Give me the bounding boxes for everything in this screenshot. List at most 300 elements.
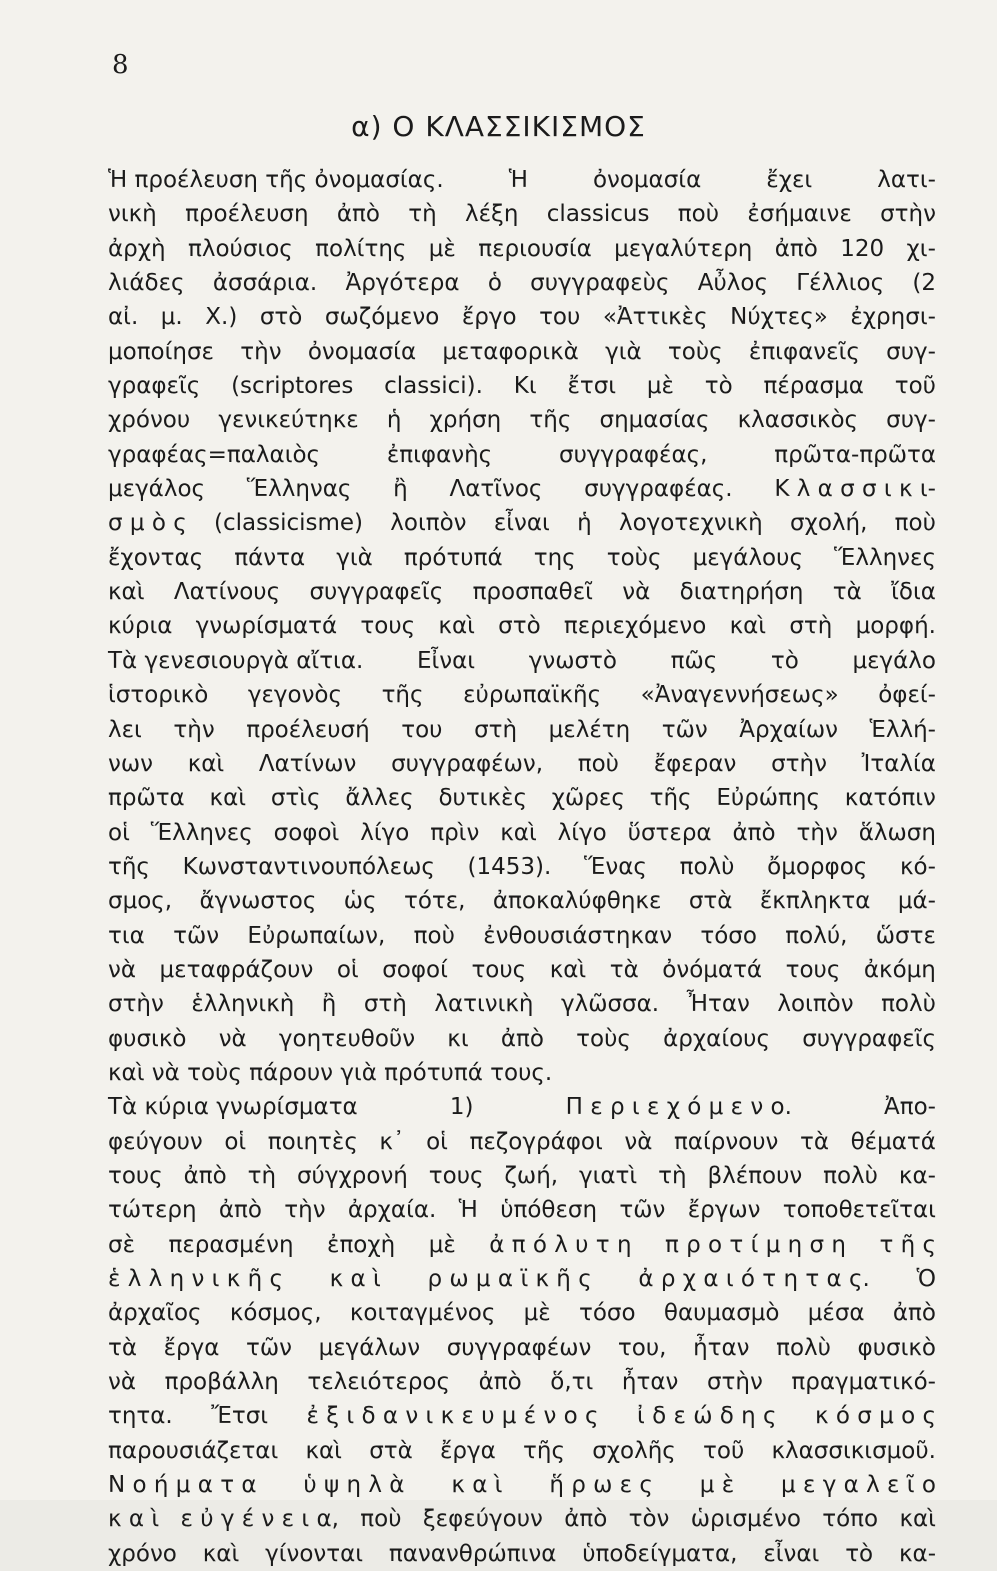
- word: Ἕλληνες: [834, 544, 936, 571]
- word: ποὺ: [413, 922, 455, 949]
- word: ρ ω μ α ϊ κ ῆ ς: [427, 1266, 592, 1292]
- word: (scriptores: [231, 373, 354, 400]
- word: κλασσικισμοῦ.: [771, 1437, 936, 1464]
- word: Λατῖνος: [449, 476, 543, 503]
- word: τὰ: [609, 956, 639, 983]
- text-line: [108, 1262, 936, 1296]
- word: ἀρχαῖος: [108, 1300, 202, 1327]
- word: ἀ ρ χ α ι ό τ η τ α ς.: [638, 1266, 870, 1292]
- word: πολὺ: [823, 1162, 878, 1189]
- text-line: [108, 1056, 936, 1090]
- word: ἦταν: [621, 1369, 679, 1396]
- word: τὴ: [658, 1162, 687, 1189]
- text-line: [108, 403, 936, 437]
- word: τόσο: [579, 1300, 636, 1327]
- text-line: [108, 644, 936, 678]
- word: ἔχοντας: [108, 544, 204, 571]
- word: Εἶναι: [416, 647, 476, 674]
- word: κι: [447, 1025, 469, 1052]
- word: φυσικὸ: [108, 1025, 187, 1052]
- word: Ὁ: [916, 1266, 936, 1292]
- word: τόσο: [700, 922, 757, 949]
- text-line: [108, 1468, 936, 1502]
- word: καὶ: [108, 579, 145, 606]
- word: καὶ: [729, 613, 767, 640]
- word: μ.: [160, 304, 183, 331]
- body-text: [108, 163, 936, 1571]
- text-line: [108, 1365, 936, 1399]
- word: τὴ: [408, 201, 437, 228]
- word: γίνονται: [265, 1540, 364, 1567]
- word: σύγχρονή: [296, 1162, 408, 1189]
- word: ἐποχὴ: [327, 1231, 396, 1258]
- word: μὲ: [646, 373, 674, 400]
- word: λέξη: [465, 201, 519, 228]
- word: τ ῆ ς: [879, 1231, 936, 1258]
- word: λοιπὸν: [777, 991, 854, 1018]
- word: συγγραφεὺς: [530, 270, 670, 297]
- word: μεγάλους: [692, 544, 803, 571]
- word: ἡ: [386, 407, 402, 434]
- word: τὸν: [628, 1506, 670, 1533]
- word: στὴν: [706, 1369, 763, 1396]
- word: (1453).: [467, 853, 552, 880]
- word: «Ἀναγεννήσεως»: [640, 682, 839, 709]
- text-line: [108, 197, 936, 231]
- word: πρῶτα: [108, 785, 185, 812]
- word: προέλευση: [185, 201, 309, 228]
- word: στὰ: [688, 888, 733, 915]
- word: ποὺ: [360, 1506, 402, 1533]
- word: ἀπὸ: [500, 1025, 544, 1052]
- word: ἱστορικὸ: [108, 682, 209, 709]
- word: ὥστε: [875, 922, 936, 949]
- word: λατι-: [877, 167, 936, 193]
- word: παίρνουν: [673, 1128, 779, 1155]
- word: γοητευθοῦν: [278, 1025, 416, 1052]
- word: πανανθρώπινα: [388, 1540, 557, 1567]
- word: ἐπιφανὴς: [386, 441, 493, 468]
- word: πολύ,: [785, 922, 848, 949]
- word: συγγραφέας,: [559, 441, 708, 468]
- word: καὶ: [899, 1506, 936, 1533]
- word: οἱ: [108, 819, 130, 846]
- word: ἀπὸ: [218, 1197, 262, 1224]
- word: στὶς: [270, 785, 321, 812]
- chapter-title: α) Ο ΚΛΑΣΣΙΚΙΣΜΟΣ: [351, 110, 646, 143]
- word: ὑ ψ η λ ὰ: [303, 1472, 405, 1499]
- word: μορφή.: [855, 613, 936, 640]
- word: τῶν: [173, 922, 220, 949]
- word: της: [533, 544, 576, 571]
- text-line: [108, 438, 936, 472]
- word: 1): [449, 1094, 474, 1121]
- word: μὲ: [428, 235, 456, 262]
- word: ἔκπληκτα: [759, 888, 871, 915]
- text-line: [108, 1193, 936, 1227]
- word: κ᾿: [379, 1128, 405, 1155]
- word: ἀπὸ: [564, 1506, 608, 1533]
- text-line: [108, 816, 936, 850]
- word: συγγραφέας.: [584, 476, 733, 503]
- word: πολὺ: [881, 991, 936, 1018]
- word: κα-: [898, 1540, 936, 1567]
- word: πάντα: [234, 544, 306, 571]
- word: χι-: [906, 235, 936, 262]
- word: στὸ: [498, 613, 541, 640]
- text-line: [108, 919, 936, 953]
- word: λίγο: [557, 819, 607, 846]
- word: μεγαλύτερη: [614, 235, 753, 262]
- word: ἢ: [321, 991, 337, 1018]
- word: ποὺ: [894, 510, 936, 537]
- word: κοιταγμένος: [349, 1300, 496, 1327]
- word: στὴν: [880, 201, 936, 228]
- word: νικὴ: [108, 201, 157, 228]
- word: του: [539, 304, 581, 331]
- word: μ ε γ α λ ε ῖ ο: [781, 1472, 936, 1499]
- word: περιεχόμενο: [563, 613, 707, 640]
- word: Χ.): [205, 304, 238, 331]
- word: ἐπιφανεῖς: [748, 338, 860, 365]
- word: νὰ: [108, 956, 137, 983]
- word: ἀσσάρια.: [212, 270, 318, 297]
- word: Τὰ κύρια γνωρίσματα: [108, 1094, 358, 1121]
- word: σχολή,: [789, 510, 868, 537]
- word: τὸ: [704, 373, 733, 400]
- text-line: [108, 1022, 936, 1056]
- text-line: [108, 1399, 936, 1433]
- word: γραφέας=παλαιὸς: [108, 441, 321, 468]
- word: θαυμασμὸ: [663, 1300, 780, 1327]
- text-line: [108, 1434, 936, 1468]
- word: καὶ: [305, 1437, 342, 1464]
- word: ἢ: [393, 476, 408, 503]
- word: τῆς: [108, 853, 150, 880]
- text-line: [108, 300, 936, 334]
- text-line: [108, 850, 936, 884]
- word: φεύγουν: [108, 1128, 203, 1155]
- word: προβάλλη: [164, 1369, 279, 1396]
- word: περασμένη: [168, 1231, 294, 1258]
- word: γενικεύτηκε: [218, 407, 359, 434]
- word: τῆς: [523, 1437, 565, 1464]
- word: πρότυπά: [403, 544, 503, 571]
- word: γεγονὸς: [247, 682, 343, 709]
- word: νων: [108, 750, 153, 777]
- word: τῆς: [529, 407, 572, 434]
- word: ἀπὸ: [183, 1162, 227, 1189]
- word: καὶ: [202, 1540, 240, 1567]
- word: Ἡ προέλευση τῆς ὀνομασίας.: [108, 167, 444, 193]
- word: ἄγνωστος: [199, 888, 317, 915]
- word: τόπο: [822, 1506, 879, 1533]
- word: τους: [785, 956, 841, 983]
- word: πολίτης: [315, 235, 407, 262]
- word: πρὶν: [430, 819, 480, 846]
- text-line: [108, 884, 936, 918]
- word: καὶ: [549, 956, 587, 983]
- word: ὀφεί-: [878, 682, 936, 709]
- word: τους: [471, 956, 527, 983]
- word: ἡ: [577, 510, 592, 537]
- text-line: [108, 575, 936, 609]
- word: μὲ: [523, 1300, 551, 1327]
- word: στὴ: [789, 613, 833, 640]
- word: ἐχρησι-: [850, 304, 936, 331]
- text-line: [108, 713, 936, 747]
- text-line: [108, 506, 936, 540]
- word: κό-: [899, 853, 936, 880]
- word: π ρ ο τ ί μ η σ η: [664, 1231, 846, 1258]
- word: ἔφεραν: [653, 750, 737, 777]
- word: εἶναι: [763, 1540, 820, 1567]
- word: νὰ: [624, 1128, 653, 1155]
- word: ὑποδείγματα,: [582, 1540, 738, 1567]
- word: συγγραφέων: [446, 1334, 592, 1361]
- word: τὰ: [832, 579, 862, 606]
- word: τὴν: [796, 819, 838, 846]
- text-line: [108, 987, 936, 1021]
- word: ὀνομασία: [592, 167, 702, 193]
- word: ἔργα: [440, 1437, 496, 1464]
- word: Ἡ: [508, 167, 528, 193]
- word: πῶς: [670, 647, 718, 674]
- text-line: [108, 541, 936, 575]
- word: ὕστερα: [627, 819, 712, 846]
- word: κ α ὶ: [329, 1266, 381, 1292]
- word: ἐ ξ ι δ α ν ι κ ε υ μ έ ν ο ς: [306, 1403, 599, 1430]
- word: τοὺς: [667, 338, 723, 365]
- word: classicus: [546, 201, 650, 228]
- word: πλούσιος: [188, 235, 293, 262]
- word: ὑπόθεση: [500, 1197, 598, 1224]
- word: καὶ: [187, 750, 225, 777]
- word: σοφοὶ: [273, 819, 340, 846]
- word: κ α ὶ: [108, 1506, 160, 1533]
- word: ἀ π ό λ υ τ η: [489, 1231, 632, 1258]
- word: δυτικὲς: [438, 785, 527, 812]
- word: στὴ: [363, 991, 407, 1018]
- word: οἱ: [336, 956, 359, 983]
- word: πολὺ: [776, 1334, 831, 1361]
- text-line: [108, 747, 936, 781]
- word: classici).: [384, 373, 483, 400]
- word: ἰ δ ε ώ δ η ς: [636, 1403, 777, 1430]
- word: νὰ: [218, 1025, 247, 1052]
- word: λατινικὴ: [434, 991, 534, 1018]
- word: ἦταν: [693, 1334, 750, 1361]
- word: ζωή,: [504, 1162, 559, 1189]
- word: παρουσιάζεται: [108, 1437, 279, 1464]
- word: τῆς: [381, 682, 424, 709]
- word: Ἕλληνες: [150, 819, 253, 846]
- word: σημασίας: [599, 407, 710, 434]
- word: κλασσικὸς: [737, 407, 859, 434]
- word: στὴ: [474, 716, 518, 743]
- word: στὰ: [369, 1437, 413, 1464]
- word: Ἀρχαίων: [739, 716, 838, 743]
- word: ὄμορφος: [767, 853, 868, 880]
- word: τητα.: [108, 1403, 173, 1430]
- word: σὲ: [108, 1231, 136, 1258]
- word: θέματά: [850, 1128, 936, 1155]
- word: λογοτεχνικὴ: [618, 510, 763, 537]
- word: ε ὐ γ έ ν ε ι α,: [180, 1506, 339, 1533]
- word: ἴδια: [891, 579, 936, 606]
- word: στὴν: [108, 991, 164, 1018]
- word: χῶρες: [551, 785, 625, 812]
- word: γιατὶ: [579, 1162, 638, 1189]
- word: ὡρισμένο: [690, 1506, 801, 1533]
- word: τὸ: [770, 647, 799, 674]
- word: φυσικὸ: [857, 1334, 936, 1361]
- text-line: [108, 232, 936, 266]
- word: καὶ: [209, 785, 247, 812]
- word: σ μ ὸ ς: [108, 510, 187, 537]
- text-line: [108, 1502, 936, 1536]
- word: Εὐρωπαίων,: [247, 922, 386, 949]
- text-line: [108, 953, 936, 987]
- word: νὰ: [622, 579, 651, 606]
- word: Ἕλληνας: [246, 476, 352, 503]
- word: τοῦ: [894, 373, 936, 400]
- word: Ἀργότερα: [345, 270, 460, 297]
- word: συγγραφεῖς: [309, 579, 444, 606]
- word: τῶν: [619, 1197, 666, 1224]
- word: τὸ: [845, 1540, 874, 1567]
- word: στὴν: [771, 750, 827, 777]
- word: τώτερη: [108, 1197, 197, 1224]
- word: οἱ: [426, 1128, 448, 1155]
- word: συγ-: [886, 338, 936, 365]
- text-line: [108, 472, 936, 506]
- word: τὴ: [247, 1162, 277, 1189]
- text-line: [108, 1159, 936, 1193]
- word: τελειότερος: [307, 1369, 451, 1396]
- word: εὐρωπαϊκῆς: [463, 682, 602, 709]
- word: ἀπὸ: [774, 235, 818, 262]
- text-line: [108, 1125, 936, 1159]
- word: πέρασμα: [763, 373, 864, 400]
- word: ὀνομασία: [307, 338, 417, 365]
- word: ἀποκαλύφθηκε: [492, 888, 662, 915]
- word: τῶν: [246, 1334, 292, 1361]
- text-line: [108, 1228, 936, 1262]
- word: σχολῆς: [592, 1437, 676, 1464]
- word: ἐνθουσιάστηκαν: [483, 922, 673, 949]
- word: Εὐρώπης: [716, 785, 820, 812]
- word: μοποίησε: [108, 338, 214, 365]
- word: κ ό σ μ ο ς: [814, 1403, 936, 1430]
- text-line: [108, 1296, 936, 1330]
- word: μὲ: [428, 1231, 456, 1258]
- word: μεγάλος: [108, 476, 206, 503]
- word: συγγραφέων,: [391, 750, 544, 777]
- word: τους: [360, 613, 416, 640]
- word: (classicisme): [214, 510, 364, 537]
- word: εἶναι: [493, 510, 550, 537]
- word: τὰ: [108, 1334, 138, 1361]
- word: Ἕνας: [584, 853, 647, 880]
- word: μεγάλων: [318, 1334, 421, 1361]
- word: γνωρίσματά: [195, 613, 338, 640]
- word: στὸ: [259, 304, 303, 331]
- word: Κ λ α σ σ ι κ ι-: [774, 476, 936, 503]
- word: 120: [840, 235, 885, 262]
- word: χρόνου: [108, 407, 191, 434]
- word: ἔργο: [461, 304, 517, 331]
- word: γνωστὸ: [528, 647, 617, 674]
- word: τὴν: [240, 338, 282, 365]
- word: κατόπιν: [844, 785, 936, 812]
- word: σωζόμενο: [324, 304, 440, 331]
- word: ἑλληνικὴ: [191, 991, 295, 1018]
- word: του,: [617, 1334, 667, 1361]
- word: ἔργων: [687, 1197, 761, 1224]
- word: τοὺς: [606, 544, 662, 571]
- text-line: [108, 1331, 936, 1365]
- word: Αὖλος: [697, 270, 768, 297]
- word: πεζογράφοι: [469, 1128, 603, 1155]
- word: πραγματικό-: [791, 1369, 936, 1396]
- word: πρῶτα-πρῶτα: [774, 441, 936, 468]
- word: ἀρχαία.: [347, 1197, 437, 1224]
- word: μελέτη: [548, 716, 631, 743]
- text-line: [108, 609, 936, 643]
- word: ἔτσι: [567, 373, 617, 400]
- text-line: [108, 1090, 936, 1124]
- word: Ν ο ή μ α τ α: [108, 1472, 257, 1499]
- word: ἔχει: [766, 167, 813, 193]
- word: Ἡ: [458, 1197, 478, 1224]
- word: ἀπὸ: [336, 201, 380, 228]
- word: τους: [428, 1162, 484, 1189]
- word: λοιπὸν: [390, 510, 467, 537]
- word: Λατίνους: [173, 579, 281, 606]
- word: ἄλλες: [345, 785, 414, 812]
- word: γραφεῖς: [108, 373, 201, 400]
- word: ποιητὲς: [267, 1128, 358, 1155]
- word: γιὰ: [336, 544, 373, 571]
- word: ἀπὸ: [478, 1369, 522, 1396]
- word: (2: [912, 270, 936, 297]
- word: τὰ: [799, 1128, 829, 1155]
- word: ἐσήμαινε: [747, 201, 852, 228]
- word: κύρια: [108, 613, 173, 640]
- word: ὅ,τι: [550, 1369, 594, 1396]
- word: μεταφορικὰ: [442, 338, 579, 365]
- text-line: [108, 335, 936, 369]
- word: ποὺ: [677, 201, 720, 228]
- word: τοποθετεῖται: [782, 1197, 936, 1224]
- word: ἀρχαίους: [663, 1025, 770, 1052]
- word: ὀνόματά: [662, 956, 763, 983]
- word: νὰ: [108, 1369, 137, 1396]
- word: λίγο: [360, 819, 410, 846]
- word: Νύχτες»: [730, 304, 828, 331]
- word: μεγάλο: [852, 647, 936, 674]
- word: Ἑλλή-: [869, 716, 936, 743]
- word: Ἀπο-: [884, 1094, 936, 1121]
- word: μ ὲ: [699, 1472, 735, 1499]
- word: τῶν: [661, 716, 708, 743]
- word: Κωνσταντινουπόλεως: [182, 853, 435, 880]
- word: σοφοί: [382, 956, 448, 983]
- word: συγγραφεῖς: [802, 1025, 936, 1052]
- word: ἑ λ λ η ν ι κ ῆ ς: [108, 1266, 283, 1292]
- word: τῆς: [649, 785, 692, 812]
